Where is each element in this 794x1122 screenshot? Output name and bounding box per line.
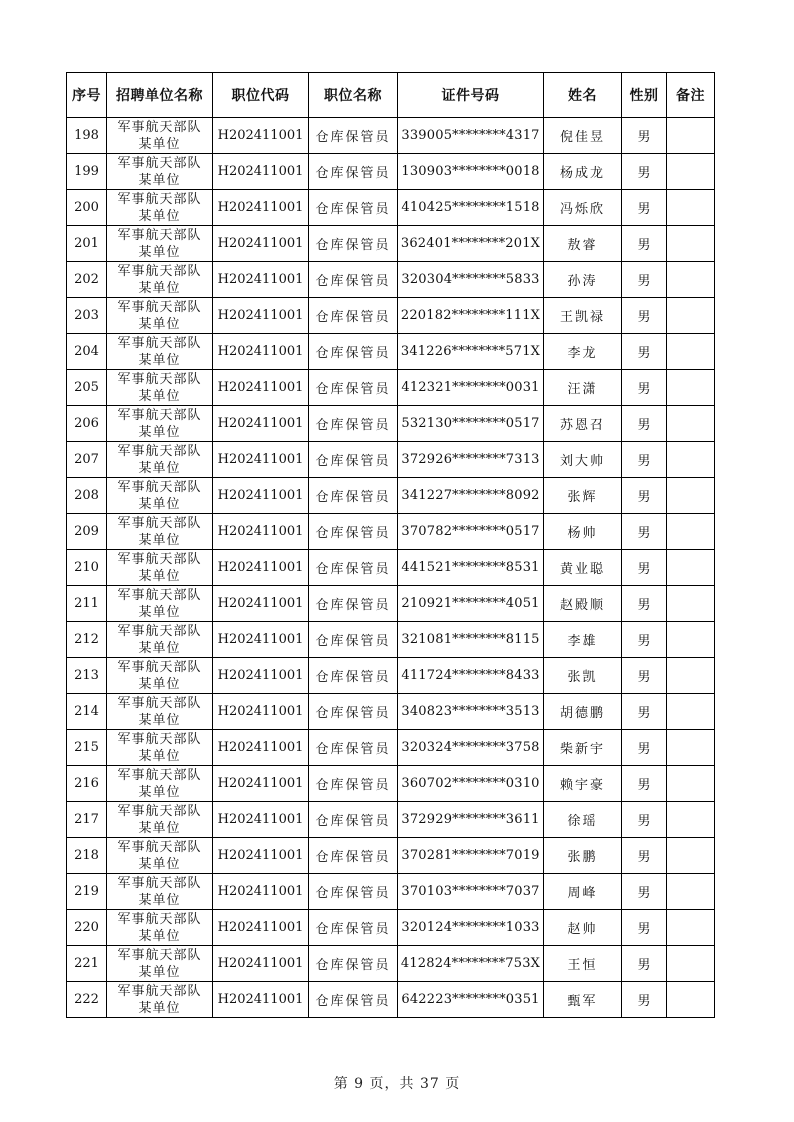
cell-name: 张辉: [544, 478, 622, 514]
cell-gender: 男: [622, 154, 667, 190]
cell-unit-line: 某单位: [138, 172, 181, 188]
cell-unit-line: 某单位: [138, 136, 181, 152]
cell-seq: 211: [67, 586, 107, 622]
cell-unit: [107, 766, 213, 802]
cell-unit-line: 军事航天部队: [117, 191, 202, 207]
cell-remark: [667, 478, 715, 514]
cell-idno: 320324********3758: [398, 730, 544, 766]
cell-seq: 209: [67, 514, 107, 550]
cell-seq: 221: [67, 946, 107, 982]
cell-seq: 199: [67, 154, 107, 190]
cell-code: H202411001: [213, 802, 309, 838]
cell-remark: [667, 118, 715, 154]
cell-unit-line: 某单位: [138, 784, 181, 800]
cell-idno: 220182********111X: [398, 298, 544, 334]
cell-unit-line: 某单位: [138, 424, 181, 440]
cell-code: H202411001: [213, 298, 309, 334]
cell-idno: 339005********4317: [398, 118, 544, 154]
cell-unit: [107, 154, 213, 190]
cell-position: 仓库保管员: [309, 298, 398, 334]
cell-seq: 216: [67, 766, 107, 802]
cell-unit-line: 某单位: [138, 352, 181, 368]
cell-idno: 210921********4051: [398, 586, 544, 622]
cell-unit-line: 某单位: [138, 208, 181, 224]
cell-gender: 男: [622, 910, 667, 946]
cell-code: H202411001: [213, 406, 309, 442]
cell-position: 仓库保管员: [309, 226, 398, 262]
cell-code: H202411001: [213, 586, 309, 622]
cell-idno: 370281********7019: [398, 838, 544, 874]
table-row: [67, 658, 715, 694]
footer-middle: 页，共: [369, 1076, 415, 1092]
table-row: [67, 910, 715, 946]
cell-position: 仓库保管员: [309, 622, 398, 658]
cell-unit-line: 某单位: [138, 1000, 181, 1016]
cell-unit-line: 某单位: [138, 892, 181, 908]
cell-remark: [667, 298, 715, 334]
cell-unit: [107, 946, 213, 982]
cell-unit: [107, 190, 213, 226]
cell-idno: 372929********3611: [398, 802, 544, 838]
table-row: [67, 514, 715, 550]
cell-unit-line: 军事航天部队: [117, 911, 202, 927]
cell-seq: 217: [67, 802, 107, 838]
cell-seq: 219: [67, 874, 107, 910]
cell-unit-line: 某单位: [138, 712, 181, 728]
cell-remark: [667, 802, 715, 838]
cell-remark: [667, 622, 715, 658]
cell-code: H202411001: [213, 118, 309, 154]
cell-gender: 男: [622, 730, 667, 766]
table-row: [67, 154, 715, 190]
cell-position: 仓库保管员: [309, 982, 398, 1018]
cell-name: 王恒: [544, 946, 622, 982]
cell-unit-line: 军事航天部队: [117, 119, 202, 135]
cell-position: 仓库保管员: [309, 406, 398, 442]
table-row: [67, 262, 715, 298]
cell-gender: 男: [622, 226, 667, 262]
page-footer: [0, 1073, 794, 1093]
cell-gender: 男: [622, 550, 667, 586]
cell-code: H202411001: [213, 838, 309, 874]
cell-unit-line: 军事航天部队: [117, 731, 202, 747]
cell-name: 赵帅: [544, 910, 622, 946]
cell-gender: 男: [622, 658, 667, 694]
cell-position: 仓库保管员: [309, 550, 398, 586]
cell-remark: [667, 442, 715, 478]
cell-seq: 215: [67, 730, 107, 766]
cell-name: 杨成龙: [544, 154, 622, 190]
cell-position: 仓库保管员: [309, 658, 398, 694]
cell-seq: 201: [67, 226, 107, 262]
cell-gender: 男: [622, 982, 667, 1018]
table-row: [67, 874, 715, 910]
table-row: [67, 586, 715, 622]
roster-sheet: [66, 72, 714, 1018]
cell-gender: 男: [622, 118, 667, 154]
cell-code: H202411001: [213, 982, 309, 1018]
cell-unit: [107, 514, 213, 550]
cell-gender: 男: [622, 694, 667, 730]
cell-unit: [107, 838, 213, 874]
cell-seq: 208: [67, 478, 107, 514]
table-row: [67, 334, 715, 370]
cell-name: 赵殿顺: [544, 586, 622, 622]
cell-seq: 200: [67, 190, 107, 226]
cell-gender: 男: [622, 946, 667, 982]
cell-position: 仓库保管员: [309, 838, 398, 874]
cell-code: H202411001: [213, 514, 309, 550]
cell-seq: 198: [67, 118, 107, 154]
cell-position: 仓库保管员: [309, 874, 398, 910]
cell-unit-line: 某单位: [138, 856, 181, 872]
cell-unit-line: 军事航天部队: [117, 479, 202, 495]
cell-idno: 642223********0351: [398, 982, 544, 1018]
table-body: [67, 118, 715, 1018]
cell-position: 仓库保管员: [309, 694, 398, 730]
cell-gender: 男: [622, 406, 667, 442]
cell-gender: 男: [622, 586, 667, 622]
cell-name: 张鹏: [544, 838, 622, 874]
cell-unit-line: 军事航天部队: [117, 443, 202, 459]
cell-unit: [107, 370, 213, 406]
cell-name: 刘大帅: [544, 442, 622, 478]
cell-remark: [667, 550, 715, 586]
cell-unit: [107, 226, 213, 262]
header-name: 姓名: [544, 73, 622, 118]
cell-unit-line: 某单位: [138, 928, 181, 944]
cell-unit-line: 某单位: [138, 640, 181, 656]
cell-remark: [667, 658, 715, 694]
cell-position: 仓库保管员: [309, 190, 398, 226]
cell-position: 仓库保管员: [309, 802, 398, 838]
table-row: [67, 622, 715, 658]
cell-seq: 205: [67, 370, 107, 406]
cell-name: 冯烁欣: [544, 190, 622, 226]
header-remark: 备注: [667, 73, 715, 118]
cell-idno: 412321********0031: [398, 370, 544, 406]
cell-idno: 320304********5833: [398, 262, 544, 298]
cell-unit: [107, 334, 213, 370]
cell-position: 仓库保管员: [309, 334, 398, 370]
cell-unit-line: 某单位: [138, 568, 181, 584]
cell-unit-line: 某单位: [138, 316, 181, 332]
cell-unit-line: 军事航天部队: [117, 335, 202, 351]
footer-prefix: 第: [333, 1076, 349, 1092]
cell-name: 胡德鹏: [544, 694, 622, 730]
table-row: [67, 802, 715, 838]
cell-code: H202411001: [213, 226, 309, 262]
cell-code: H202411001: [213, 730, 309, 766]
cell-gender: 男: [622, 370, 667, 406]
cell-unit: [107, 298, 213, 334]
cell-gender: 男: [622, 766, 667, 802]
table-row: [67, 694, 715, 730]
cell-gender: 男: [622, 478, 667, 514]
cell-name: 张凯: [544, 658, 622, 694]
cell-unit: [107, 802, 213, 838]
cell-idno: 321081********8115: [398, 622, 544, 658]
cell-name: 徐瑶: [544, 802, 622, 838]
cell-remark: [667, 694, 715, 730]
cell-seq: 210: [67, 550, 107, 586]
cell-unit-line: 军事航天部队: [117, 659, 202, 675]
cell-idno: 320124********1033: [398, 910, 544, 946]
table-row: [67, 946, 715, 982]
cell-code: H202411001: [213, 658, 309, 694]
cell-unit-line: 军事航天部队: [117, 767, 202, 783]
cell-idno: 341227********8092: [398, 478, 544, 514]
table-row: [67, 442, 715, 478]
cell-remark: [667, 514, 715, 550]
cell-code: H202411001: [213, 622, 309, 658]
cell-name: 黄业聪: [544, 550, 622, 586]
cell-idno: 130903********0018: [398, 154, 544, 190]
cell-remark: [667, 370, 715, 406]
cell-gender: 男: [622, 298, 667, 334]
table-row: [67, 118, 715, 154]
cell-remark: [667, 910, 715, 946]
cell-remark: [667, 946, 715, 982]
cell-code: H202411001: [213, 442, 309, 478]
cell-unit-line: 军事航天部队: [117, 155, 202, 171]
cell-idno: 340823********3513: [398, 694, 544, 730]
cell-unit-line: 某单位: [138, 460, 181, 476]
cell-idno: 341226********571X: [398, 334, 544, 370]
cell-name: 周峰: [544, 874, 622, 910]
cell-position: 仓库保管员: [309, 910, 398, 946]
table-row: [67, 766, 715, 802]
cell-remark: [667, 766, 715, 802]
cell-unit-line: 军事航天部队: [117, 551, 202, 567]
candidate-table: [66, 72, 715, 1018]
cell-idno: 370782********0517: [398, 514, 544, 550]
cell-unit-line: 某单位: [138, 748, 181, 764]
cell-gender: 男: [622, 262, 667, 298]
cell-gender: 男: [622, 838, 667, 874]
cell-idno: 360702********0310: [398, 766, 544, 802]
cell-seq: 206: [67, 406, 107, 442]
cell-unit: [107, 118, 213, 154]
table-row: [67, 838, 715, 874]
cell-unit: [107, 658, 213, 694]
cell-unit-line: 某单位: [138, 964, 181, 980]
cell-unit-line: 某单位: [138, 244, 181, 260]
cell-position: 仓库保管员: [309, 154, 398, 190]
cell-code: H202411001: [213, 874, 309, 910]
cell-position: 仓库保管员: [309, 946, 398, 982]
cell-unit-line: 某单位: [138, 388, 181, 404]
cell-unit-line: 某单位: [138, 604, 181, 620]
cell-code: H202411001: [213, 370, 309, 406]
cell-position: 仓库保管员: [309, 442, 398, 478]
cell-unit-line: 军事航天部队: [117, 695, 202, 711]
cell-remark: [667, 262, 715, 298]
header-row: [67, 73, 715, 118]
cell-remark: [667, 982, 715, 1018]
footer-total-pages: 37: [420, 1076, 440, 1092]
cell-unit: [107, 406, 213, 442]
cell-remark: [667, 334, 715, 370]
cell-unit: [107, 478, 213, 514]
cell-name: 敖睿: [544, 226, 622, 262]
cell-seq: 220: [67, 910, 107, 946]
cell-code: H202411001: [213, 946, 309, 982]
cell-unit-line: 军事航天部队: [117, 515, 202, 531]
cell-remark: [667, 730, 715, 766]
cell-position: 仓库保管员: [309, 586, 398, 622]
cell-idno: 411724********8433: [398, 658, 544, 694]
cell-seq: 207: [67, 442, 107, 478]
cell-remark: [667, 406, 715, 442]
cell-unit-line: 军事航天部队: [117, 263, 202, 279]
cell-position: 仓库保管员: [309, 118, 398, 154]
cell-unit-line: 军事航天部队: [117, 947, 202, 963]
cell-gender: 男: [622, 514, 667, 550]
cell-position: 仓库保管员: [309, 478, 398, 514]
cell-unit-line: 军事航天部队: [117, 587, 202, 603]
header-idno: 证件号码: [398, 73, 544, 118]
cell-unit-line: 军事航天部队: [117, 623, 202, 639]
cell-gender: 男: [622, 622, 667, 658]
cell-code: H202411001: [213, 550, 309, 586]
cell-name: 甄军: [544, 982, 622, 1018]
table-row: [67, 478, 715, 514]
cell-position: 仓库保管员: [309, 514, 398, 550]
table-row: [67, 406, 715, 442]
header-gender: 性别: [622, 73, 667, 118]
cell-name: 李雄: [544, 622, 622, 658]
cell-unit-line: 某单位: [138, 676, 181, 692]
header-unit: 招聘单位名称: [107, 73, 213, 118]
cell-unit: [107, 694, 213, 730]
cell-seq: 218: [67, 838, 107, 874]
table-row: [67, 190, 715, 226]
cell-seq: 204: [67, 334, 107, 370]
cell-unit: [107, 442, 213, 478]
cell-gender: 男: [622, 802, 667, 838]
table-row: [67, 226, 715, 262]
cell-idno: 412824********753X: [398, 946, 544, 982]
cell-unit-line: 军事航天部队: [117, 875, 202, 891]
cell-unit-line: 军事航天部队: [117, 839, 202, 855]
table-row: [67, 982, 715, 1018]
cell-unit-line: 军事航天部队: [117, 227, 202, 243]
cell-code: H202411001: [213, 190, 309, 226]
cell-name: 王凯禄: [544, 298, 622, 334]
cell-remark: [667, 226, 715, 262]
table-row: [67, 730, 715, 766]
cell-position: 仓库保管员: [309, 730, 398, 766]
cell-gender: 男: [622, 190, 667, 226]
header-code: 职位代码: [213, 73, 309, 118]
cell-position: 仓库保管员: [309, 262, 398, 298]
cell-name: 倪佳昱: [544, 118, 622, 154]
cell-seq: 202: [67, 262, 107, 298]
cell-unit: [107, 586, 213, 622]
cell-remark: [667, 190, 715, 226]
cell-seq: 222: [67, 982, 107, 1018]
cell-position: 仓库保管员: [309, 370, 398, 406]
cell-unit: [107, 622, 213, 658]
cell-name: 汪潇: [544, 370, 622, 406]
cell-code: H202411001: [213, 334, 309, 370]
table-header: [67, 73, 715, 118]
cell-unit: [107, 730, 213, 766]
cell-remark: [667, 586, 715, 622]
cell-unit-line: 军事航天部队: [117, 407, 202, 423]
cell-code: H202411001: [213, 766, 309, 802]
table-row: [67, 550, 715, 586]
cell-seq: 213: [67, 658, 107, 694]
cell-unit: [107, 262, 213, 298]
cell-remark: [667, 874, 715, 910]
cell-gender: 男: [622, 874, 667, 910]
cell-unit-line: 军事航天部队: [117, 371, 202, 387]
header-seq: 序号: [67, 73, 107, 118]
cell-gender: 男: [622, 442, 667, 478]
cell-idno: 441521********8531: [398, 550, 544, 586]
cell-idno: 370103********7037: [398, 874, 544, 910]
footer-suffix: 页: [445, 1076, 461, 1092]
cell-code: H202411001: [213, 154, 309, 190]
cell-seq: 203: [67, 298, 107, 334]
cell-unit-line: 军事航天部队: [117, 299, 202, 315]
cell-unit-line: 某单位: [138, 496, 181, 512]
cell-unit-line: 某单位: [138, 532, 181, 548]
cell-seq: 214: [67, 694, 107, 730]
cell-name: 李龙: [544, 334, 622, 370]
cell-remark: [667, 838, 715, 874]
cell-unit-line: 某单位: [138, 820, 181, 836]
cell-code: H202411001: [213, 910, 309, 946]
cell-position: 仓库保管员: [309, 766, 398, 802]
table-row: [67, 298, 715, 334]
cell-seq: 212: [67, 622, 107, 658]
cell-unit-line: 军事航天部队: [117, 803, 202, 819]
cell-remark: [667, 154, 715, 190]
cell-unit-line: 军事航天部队: [117, 983, 202, 999]
cell-code: H202411001: [213, 478, 309, 514]
header-position: 职位名称: [309, 73, 398, 118]
cell-idno: 532130********0517: [398, 406, 544, 442]
cell-idno: 372926********7313: [398, 442, 544, 478]
cell-unit-line: 某单位: [138, 280, 181, 296]
cell-unit: [107, 910, 213, 946]
cell-unit: [107, 550, 213, 586]
cell-idno: 410425********1518: [398, 190, 544, 226]
cell-unit: [107, 982, 213, 1018]
cell-name: 孙涛: [544, 262, 622, 298]
cell-unit: [107, 874, 213, 910]
cell-name: 苏恩召: [544, 406, 622, 442]
cell-code: H202411001: [213, 694, 309, 730]
cell-name: 赖宇豪: [544, 766, 622, 802]
cell-name: 柴新宇: [544, 730, 622, 766]
table-row: [67, 370, 715, 406]
footer-current-page: 9: [354, 1076, 365, 1092]
cell-gender: 男: [622, 334, 667, 370]
cell-name: 杨帅: [544, 514, 622, 550]
cell-code: H202411001: [213, 262, 309, 298]
cell-idno: 362401********201X: [398, 226, 544, 262]
